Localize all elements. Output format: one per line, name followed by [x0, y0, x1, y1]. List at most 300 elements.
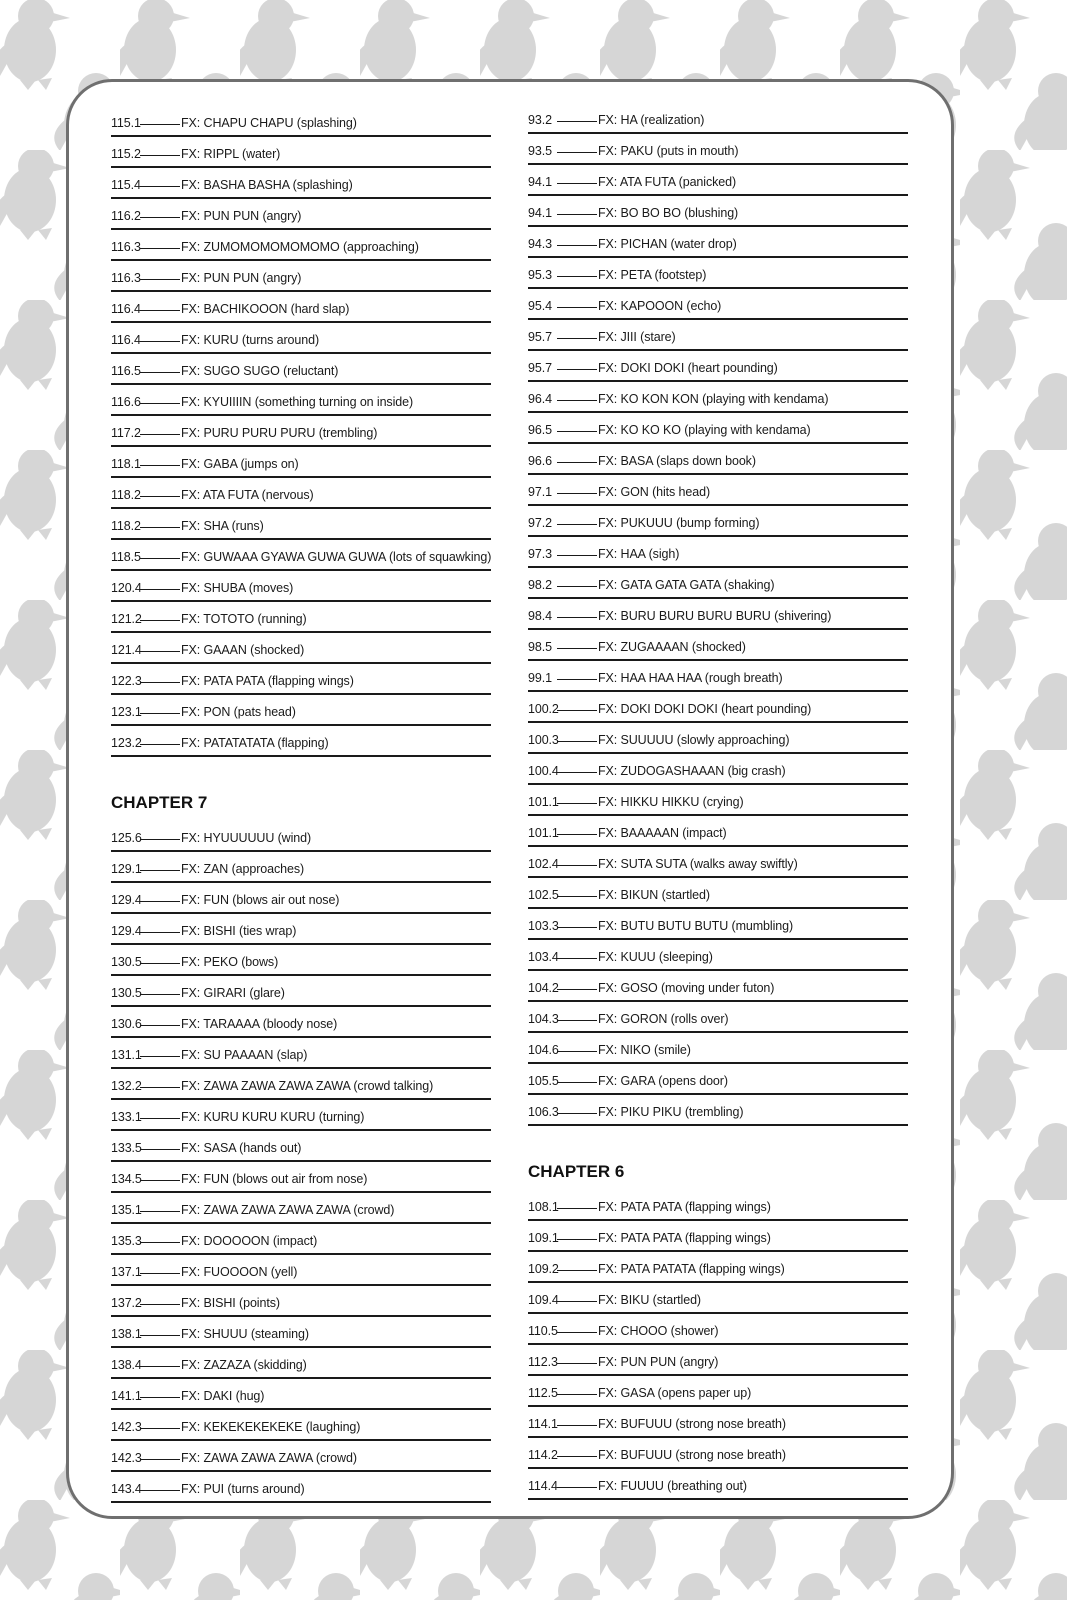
fx-entry — [528, 971, 908, 1002]
fx-entry — [111, 323, 491, 354]
page-panel-ref: 117.2 — [111, 426, 141, 440]
fx-entry — [528, 1002, 908, 1033]
leader-line — [140, 839, 180, 840]
leader-line — [140, 1335, 180, 1336]
fx-entry — [111, 1224, 491, 1255]
fx-entry — [528, 444, 908, 475]
fx-text: FX: BAAAAAN (impact) — [598, 826, 727, 840]
fx-entry — [111, 883, 491, 914]
leader-line — [557, 493, 597, 494]
fx-text: FX: KAPOOON (echo) — [598, 299, 722, 313]
page-panel-ref: 98.2 — [528, 578, 552, 592]
fx-entry — [111, 1069, 491, 1100]
page-panel-ref: 121.4 — [111, 643, 142, 657]
fx-entry — [111, 633, 491, 664]
leader-line — [140, 994, 180, 995]
page-panel-ref: 104.2 — [528, 981, 559, 995]
page-panel-ref: 115.2 — [111, 147, 141, 161]
fx-text: FX: DOKI DOKI DOKI (heart pounding) — [598, 702, 812, 716]
page-panel-ref: 96.6 — [528, 454, 552, 468]
leader-line — [140, 248, 180, 249]
page-panel-ref: 115.1 — [111, 116, 141, 130]
fx-entry — [111, 137, 491, 168]
fx-entry — [528, 475, 908, 506]
fx-entry — [111, 1162, 491, 1193]
fx-text: FX: HYUUUUUU (wind) — [181, 831, 312, 845]
fx-text: FX: PETA (footstep) — [598, 268, 707, 282]
fx-entry — [528, 661, 908, 692]
fx-text: FX: SASA (hands out) — [181, 1141, 302, 1155]
leader-line — [140, 217, 180, 218]
page-panel-ref: 116.2 — [111, 209, 141, 223]
page-panel-ref: 101.1 — [528, 795, 559, 809]
fx-entry — [111, 416, 491, 447]
leader-line — [557, 1394, 597, 1395]
page-panel-ref: 109.1 — [528, 1231, 559, 1245]
fx-text: FX: GON (hits head) — [598, 485, 711, 499]
fx-entry — [528, 1376, 908, 1407]
fx-text: FX: FUN (blows out air from nose) — [181, 1172, 368, 1186]
page-panel-ref: 133.1 — [111, 1110, 142, 1124]
fx-text: FX: KEKEKEKEKEKE (laughing) — [181, 1420, 361, 1434]
leader-line — [140, 1211, 180, 1212]
fx-entry — [111, 1100, 491, 1131]
leader-line — [140, 155, 180, 156]
leader-line — [140, 682, 180, 683]
page-panel-ref: 98.4 — [528, 609, 552, 623]
fx-entry — [528, 1283, 908, 1314]
leader-line — [140, 558, 180, 559]
page-panel-ref: 118.2 — [111, 519, 141, 533]
fx-entry — [528, 382, 908, 413]
fx-entry — [111, 1379, 491, 1410]
fx-text: FX: PATA PATATA (flapping wings) — [598, 1262, 785, 1276]
page-panel-ref: 115.4 — [111, 178, 141, 192]
fx-text: FX: PATATATATA (flapping) — [181, 736, 329, 750]
fx-text: FX: GAAAN (shocked) — [181, 643, 305, 657]
fx-entry — [528, 134, 908, 165]
leader-line — [140, 932, 180, 933]
fx-entry — [528, 940, 908, 971]
page-panel-ref: 133.5 — [111, 1141, 142, 1155]
leader-line — [140, 1459, 180, 1460]
page-panel-ref: 99.1 — [528, 671, 552, 685]
fx-text: FX: KO KON KON (playing with kendama) — [598, 392, 829, 406]
leader-line — [557, 307, 597, 308]
fx-text: FX: PATA PATA (flapping wings) — [181, 674, 354, 688]
page-panel-ref: 100.3 — [528, 733, 559, 747]
fx-text: FX: ZUDOGASHAAAN (big crash) — [598, 764, 786, 778]
fx-text: FX: ZAWA ZAWA ZAWA ZAWA (crowd) — [181, 1203, 395, 1217]
fx-entry — [528, 909, 908, 940]
fx-text: FX: BUTU BUTU BUTU (mumbling) — [598, 919, 794, 933]
leader-line — [140, 1242, 180, 1243]
page-panel-ref: 120.4 — [111, 581, 142, 595]
page-panel-ref: 137.1 — [111, 1265, 142, 1279]
fx-text: FX: BIKU (startled) — [598, 1293, 701, 1307]
leader-line — [557, 1239, 597, 1240]
fx-entry — [528, 692, 908, 723]
page-panel-ref: 116.4 — [111, 333, 141, 347]
fx-text: FX: GABA (jumps on) — [181, 457, 299, 471]
leader-line — [557, 1363, 597, 1364]
fx-text: FX: RIPPL (water) — [181, 147, 281, 161]
fx-entry — [111, 1286, 491, 1317]
page-panel-ref: 131.1 — [111, 1048, 142, 1062]
leader-line — [140, 620, 180, 621]
fx-text: FX: PATA PATA (flapping wings) — [598, 1231, 771, 1245]
leader-line — [557, 1301, 597, 1302]
fx-entry — [528, 785, 908, 816]
fx-text: FX: FUUUU (breathing out) — [598, 1479, 747, 1493]
page-panel-ref: 97.3 — [528, 547, 552, 561]
page-panel-ref: 95.7 — [528, 330, 552, 344]
page-panel-ref: 108.1 — [528, 1200, 559, 1214]
fx-text: FX: CHOOO (shower) — [598, 1324, 719, 1338]
page-panel-ref: 95.3 — [528, 268, 552, 282]
fx-text: FX: ZUGAAAAN (shocked) — [598, 640, 746, 654]
fx-text: FX: ZAZAZA (skidding) — [181, 1358, 307, 1372]
fx-text: FX: BO BO BO (blushing) — [598, 206, 739, 220]
fx-text: FX: HIKKU HIKKU (crying) — [598, 795, 744, 809]
leader-line — [140, 341, 180, 342]
page-panel-ref: 114.1 — [528, 1417, 558, 1431]
leader-line — [557, 896, 597, 897]
fx-text: FX: SHUUU (steaming) — [181, 1327, 309, 1341]
fx-entry — [528, 630, 908, 661]
fx-entry — [528, 537, 908, 568]
leader-line — [557, 524, 597, 525]
fx-text: FX: PIKU PIKU (trembling) — [598, 1105, 744, 1119]
fx-text: FX: CHAPU CHAPU (splashing) — [181, 116, 357, 130]
page-panel-ref: 134.5 — [111, 1172, 142, 1186]
leader-line — [557, 741, 597, 742]
page-panel-ref: 94.1 — [528, 175, 552, 189]
fx-entry — [111, 726, 491, 757]
fx-text: FX: FUOOOON (yell) — [181, 1265, 298, 1279]
page-panel-ref: 129.4 — [111, 893, 142, 907]
fx-text: FX: PUI (turns around) — [181, 1482, 305, 1496]
fx-text: FX: PATA PATA (flapping wings) — [598, 1200, 771, 1214]
leader-line — [557, 555, 597, 556]
leader-line — [557, 927, 597, 928]
fx-text: FX: BISHI (points) — [181, 1296, 280, 1310]
fx-text: FX: BASA (slaps down book) — [598, 454, 756, 468]
leader-line — [140, 310, 180, 311]
leader-line — [557, 183, 597, 184]
page-panel-ref: 94.1 — [528, 206, 552, 220]
chapter-heading — [528, 1140, 908, 1190]
fx-entry — [111, 571, 491, 602]
page-panel-ref: 95.7 — [528, 361, 552, 375]
leader-line — [140, 589, 180, 590]
fx-entry — [111, 1255, 491, 1286]
leader-line — [140, 713, 180, 714]
page-panel-ref: 95.4 — [528, 299, 552, 313]
fx-text: FX: SU PAAAAN (slap) — [181, 1048, 308, 1062]
fx-entry — [528, 1190, 908, 1221]
page-panel-ref: 141.1 — [111, 1389, 142, 1403]
fx-text: FX: PUKUUU (bump forming) — [598, 516, 760, 530]
leader-line — [557, 648, 597, 649]
fx-entry — [111, 1007, 491, 1038]
leader-line — [140, 1118, 180, 1119]
fx-text: FX: GARA (opens door) — [598, 1074, 728, 1088]
fx-text: FX: BUFUUU (strong nose breath) — [598, 1448, 786, 1462]
leader-line — [140, 124, 180, 125]
fx-entry — [111, 1472, 491, 1503]
fx-entry — [111, 1193, 491, 1224]
page-panel-ref: 121.2 — [111, 612, 142, 626]
fx-text: FX: NIKO (smile) — [598, 1043, 691, 1057]
page-panel-ref: 116.3 — [111, 240, 141, 254]
leader-line — [140, 527, 180, 528]
fx-text: FX: ZUMOMOMOMOMOMO (approaching) — [181, 240, 419, 254]
fx-entry — [528, 227, 908, 258]
page-panel-ref: 130.5 — [111, 986, 142, 1000]
fx-entry — [528, 258, 908, 289]
leader-line — [140, 1397, 180, 1398]
page-panel-ref: 109.4 — [528, 1293, 559, 1307]
fx-text: FX: PAKU (puts in mouth) — [598, 144, 739, 158]
leader-line — [140, 744, 180, 745]
fx-entry — [528, 320, 908, 351]
page-panel-ref: 116.4 — [111, 302, 141, 316]
fx-text: FX: SUGO SUGO (reluctant) — [181, 364, 339, 378]
page-panel-ref: 129.1 — [111, 862, 142, 876]
fx-text: FX: PUN PUN (angry) — [181, 271, 302, 285]
chapter-heading — [111, 771, 491, 821]
right-column — [528, 103, 908, 1500]
leader-line — [140, 186, 180, 187]
fx-text: FX: HAA HAA HAA (rough breath) — [598, 671, 783, 685]
fx-entry — [111, 1317, 491, 1348]
page-panel-ref: 143.4 — [111, 1482, 142, 1496]
page-panel-ref: 130.6 — [111, 1017, 142, 1031]
leader-line — [140, 1180, 180, 1181]
fx-text: FX: HAA (sigh) — [598, 547, 680, 561]
fx-entry — [528, 723, 908, 754]
fx-text: FX: FUN (blows air out nose) — [181, 893, 340, 907]
fx-text: FX: ZAN (approaches) — [181, 862, 305, 876]
fx-entry — [111, 1348, 491, 1379]
page-panel-ref: 93.2 — [528, 113, 552, 127]
leader-line — [557, 1208, 597, 1209]
leader-line — [557, 121, 597, 122]
fx-entry — [528, 599, 908, 630]
leader-line — [557, 679, 597, 680]
page-panel-ref: 116.5 — [111, 364, 141, 378]
page-panel-ref: 132.2 — [111, 1079, 142, 1093]
leader-line — [140, 403, 180, 404]
leader-line — [557, 245, 597, 246]
leader-line — [557, 276, 597, 277]
fx-entry — [111, 914, 491, 945]
leader-line — [557, 1270, 597, 1271]
page-panel-ref: 123.1 — [111, 705, 142, 719]
fx-text: FX: ZAWA ZAWA ZAWA ZAWA (crowd talking) — [181, 1079, 434, 1093]
leader-line — [557, 1425, 597, 1426]
fx-text: FX: KO KO KO (playing with kendama) — [598, 423, 811, 437]
fx-text: FX: DAKI (hug) — [181, 1389, 265, 1403]
leader-line — [557, 1487, 597, 1488]
leader-line — [557, 1020, 597, 1021]
leader-line — [140, 901, 180, 902]
chapter-title: CHAPTER 6 — [528, 1162, 625, 1181]
leader-line — [140, 434, 180, 435]
page-panel-ref: 94.3 — [528, 237, 552, 251]
fx-text: FX: GIRARI (glare) — [181, 986, 285, 1000]
leader-line — [557, 1113, 597, 1114]
fx-entry — [528, 1064, 908, 1095]
page-panel-ref: 104.6 — [528, 1043, 559, 1057]
leader-line — [557, 462, 597, 463]
fx-text: FX: BASHA BASHA (splashing) — [181, 178, 353, 192]
fx-text: FX: DOOOOON (impact) — [181, 1234, 318, 1248]
fx-text: FX: PON (pats head) — [181, 705, 296, 719]
fx-entry — [111, 1410, 491, 1441]
fx-text: FX: TARAAAA (bloody nose) — [181, 1017, 338, 1031]
fx-entry — [111, 945, 491, 976]
fx-text: FX: GATA GATA GATA (shaking) — [598, 578, 775, 592]
page-panel-ref: 104.3 — [528, 1012, 559, 1026]
fx-entry — [111, 354, 491, 385]
fx-entry — [528, 1407, 908, 1438]
fx-text: FX: TOTOTO (running) — [181, 612, 307, 626]
leader-line — [140, 1366, 180, 1367]
fx-entry — [528, 1095, 908, 1126]
fx-text: FX: ZAWA ZAWA ZAWA (crowd) — [181, 1451, 357, 1465]
fx-text: FX: JIII (stare) — [598, 330, 676, 344]
page-panel-ref: 125.6 — [111, 831, 142, 845]
page-panel-ref: 98.5 — [528, 640, 552, 654]
leader-line — [557, 1456, 597, 1457]
fx-entry — [111, 168, 491, 199]
fx-entry — [528, 1314, 908, 1345]
leader-line — [140, 963, 180, 964]
fx-entry — [111, 664, 491, 695]
page-panel-ref: 118.2 — [111, 488, 141, 502]
fx-entry — [528, 413, 908, 444]
page-panel-ref: 97.1 — [528, 485, 552, 499]
fx-entry — [111, 1441, 491, 1472]
page-panel-ref: 114.2 — [528, 1448, 558, 1462]
page-panel-ref: 135.1 — [111, 1203, 142, 1217]
fx-entry — [111, 106, 491, 137]
page-panel-ref: 142.3 — [111, 1420, 142, 1434]
page-panel-ref: 102.4 — [528, 857, 559, 871]
leader-line — [140, 1304, 180, 1305]
fx-text: FX: KURU KURU KURU (turning) — [181, 1110, 365, 1124]
fx-text: FX: GASA (opens paper up) — [598, 1386, 752, 1400]
leader-line — [557, 586, 597, 587]
leader-line — [557, 865, 597, 866]
fx-entry — [111, 199, 491, 230]
fx-entry — [528, 165, 908, 196]
page-panel-ref: 137.2 — [111, 1296, 142, 1310]
fx-text: FX: GUWAAA GYAWA GUWA GUWA (lots of squawking) — [181, 550, 492, 564]
fx-entry — [111, 1038, 491, 1069]
fx-text: FX: BIKUN (startled) — [598, 888, 710, 902]
fx-entry — [528, 816, 908, 847]
page-panel-ref: 114.4 — [528, 1479, 558, 1493]
leader-line — [140, 1490, 180, 1491]
page-panel-ref: 101.1 — [528, 826, 559, 840]
fx-text: FX: SUTA SUTA (walks away swiftly) — [598, 857, 798, 871]
fx-entry — [111, 602, 491, 633]
fx-text: FX: GORON (rolls over) — [598, 1012, 729, 1026]
leader-line — [140, 1087, 180, 1088]
leader-line — [557, 834, 597, 835]
fx-entry — [528, 1469, 908, 1500]
leader-line — [557, 710, 597, 711]
fx-text: FX: BACHIKOOON (hard slap) — [181, 302, 350, 316]
page-panel-ref: 109.2 — [528, 1262, 559, 1276]
fx-entry — [528, 289, 908, 320]
page-panel-ref: 112.5 — [528, 1386, 558, 1400]
fx-entry — [111, 1131, 491, 1162]
leader-line — [557, 617, 597, 618]
fx-entry — [111, 230, 491, 261]
page-panel-ref: 142.3 — [111, 1451, 142, 1465]
leader-line — [140, 465, 180, 466]
leader-line — [557, 803, 597, 804]
page-panel-ref: 100.4 — [528, 764, 559, 778]
fx-entry — [528, 878, 908, 909]
fx-text: FX: KURU (turns around) — [181, 333, 320, 347]
fx-entry — [111, 261, 491, 292]
fx-entry — [528, 1033, 908, 1064]
page-panel-ref: 103.4 — [528, 950, 559, 964]
leader-line — [557, 989, 597, 990]
fx-text: FX: SHA (runs) — [181, 519, 264, 533]
fx-text: FX: KYUIIIIN (something turning on inside) — [181, 395, 414, 409]
page-panel-ref: 96.4 — [528, 392, 552, 406]
fx-entry — [528, 847, 908, 878]
fx-text: FX: BUFUUU (strong nose breath) — [598, 1417, 786, 1431]
page-panel-ref: 118.1 — [111, 457, 141, 471]
fx-entry — [111, 540, 491, 571]
page-panel-ref: 112.3 — [528, 1355, 558, 1369]
fx-entry — [528, 1438, 908, 1469]
leader-line — [140, 279, 180, 280]
fx-entry — [111, 852, 491, 883]
fx-text: FX: ATA FUTA (nervous) — [181, 488, 314, 502]
page-panel-ref: 116.6 — [111, 395, 141, 409]
page-panel-ref: 135.3 — [111, 1234, 142, 1248]
leader-line — [557, 431, 597, 432]
fx-entry — [528, 196, 908, 227]
fx-entry — [111, 976, 491, 1007]
page-panel-ref: 122.3 — [111, 674, 142, 688]
leader-line — [557, 400, 597, 401]
leader-line — [557, 1082, 597, 1083]
fx-text: FX: PICHAN (water drop) — [598, 237, 737, 251]
fx-text: FX: PUN PUN (angry) — [598, 1355, 719, 1369]
page-panel-ref: 96.5 — [528, 423, 552, 437]
page-panel-ref: 130.5 — [111, 955, 142, 969]
leader-line — [557, 214, 597, 215]
fx-entry — [528, 103, 908, 134]
leader-line — [557, 369, 597, 370]
fx-entry — [111, 292, 491, 323]
fx-text: FX: PUN PUN (angry) — [181, 209, 302, 223]
left-column — [111, 106, 491, 1503]
fx-entry — [111, 447, 491, 478]
leader-line — [557, 152, 597, 153]
fx-entry — [111, 695, 491, 726]
page-panel-ref: 93.5 — [528, 144, 552, 158]
